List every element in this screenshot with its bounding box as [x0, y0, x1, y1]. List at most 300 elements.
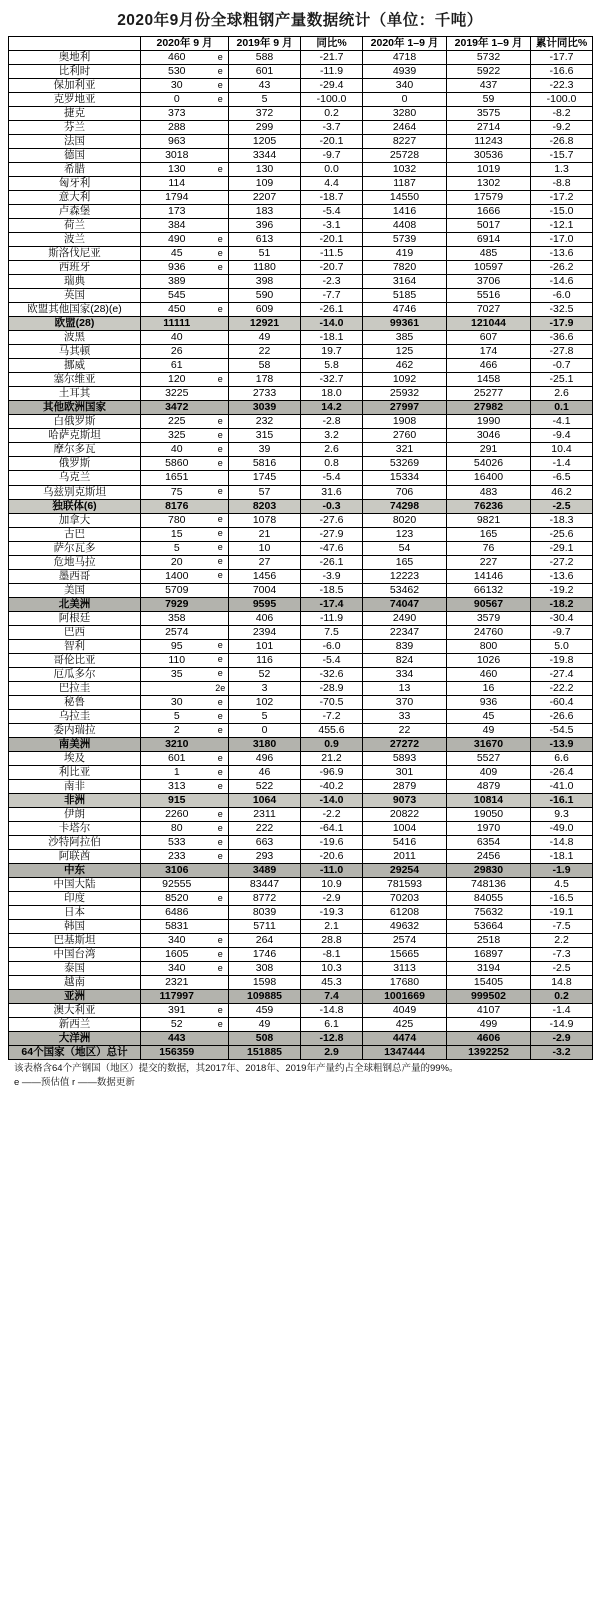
row-country: 印度	[9, 891, 141, 905]
row-country: 欧盟(28)	[9, 317, 141, 331]
header-row	[9, 37, 593, 51]
row-sep2020: 110	[141, 653, 213, 667]
row-yoy: -47.6	[301, 541, 363, 555]
row-sep2020: 173	[141, 205, 213, 219]
table-header	[9, 37, 593, 51]
row-ytd-yoy: -36.6	[531, 331, 593, 345]
row-sep2020: 114	[141, 177, 213, 191]
row-ytd2019: 10814	[447, 793, 531, 807]
row-sep2020: 3018	[141, 149, 213, 163]
row-ytd2019: 66132	[447, 583, 531, 597]
row-estimate-flag-icon: e	[213, 765, 229, 779]
row-ytd2019: 748136	[447, 877, 531, 891]
row-ytd-yoy: -25.1	[531, 373, 593, 387]
row-ytd2020: 20822	[363, 807, 447, 821]
row-ytd-yoy: -16.1	[531, 793, 593, 807]
row-sep2019: 109885	[229, 990, 301, 1004]
row-yoy: -2.8	[301, 415, 363, 429]
row-ytd-yoy: -18.2	[531, 597, 593, 611]
row-sep2019: 27	[229, 555, 301, 569]
row-estimate-flag-icon: e	[213, 555, 229, 569]
row-estimate-flag-icon	[213, 121, 229, 135]
row-yoy: -21.7	[301, 51, 363, 65]
row-estimate-flag-icon	[213, 877, 229, 891]
row-ytd2020: 824	[363, 653, 447, 667]
table-row	[9, 163, 593, 177]
row-estimate-flag-icon: e	[213, 948, 229, 962]
row-sep2020: 391	[141, 1004, 213, 1018]
row-ytd2019: 4879	[447, 779, 531, 793]
table-row	[9, 373, 593, 387]
row-yoy: 10.9	[301, 877, 363, 891]
row-country: 阿根廷	[9, 611, 141, 625]
table-row	[9, 1018, 593, 1032]
row-sep2020: 5709	[141, 583, 213, 597]
row-ytd-yoy: -27.4	[531, 667, 593, 681]
row-ytd-yoy: -16.6	[531, 65, 593, 79]
row-estimate-flag-icon: e	[213, 751, 229, 765]
row-ytd2019: 19050	[447, 807, 531, 821]
row-ytd2019: 5527	[447, 751, 531, 765]
row-ytd2019: 75632	[447, 905, 531, 919]
row-ytd2019: 76	[447, 541, 531, 555]
row-country: 哈萨克斯坦	[9, 429, 141, 443]
row-country: 斯洛伐尼亚	[9, 247, 141, 261]
row-ytd2020: 2464	[363, 121, 447, 135]
row-country: 南美洲	[9, 737, 141, 751]
row-sep2020: 601	[141, 751, 213, 765]
row-estimate-flag-icon	[213, 135, 229, 149]
row-ytd2019: 1666	[447, 205, 531, 219]
row-sep2019: 1745	[229, 471, 301, 485]
row-yoy: 45.3	[301, 976, 363, 990]
row-yoy: 28.8	[301, 934, 363, 948]
row-ytd-yoy: -22.3	[531, 79, 593, 93]
row-estimate-flag-icon	[213, 471, 229, 485]
row-estimate-flag-icon	[213, 387, 229, 401]
row-sep2020: 530	[141, 65, 213, 79]
row-sep2020: 1651	[141, 471, 213, 485]
row-sep2019: 372	[229, 107, 301, 121]
table-row	[9, 457, 593, 471]
row-country: 瑞典	[9, 275, 141, 289]
row-ytd-yoy: -27.2	[531, 555, 593, 569]
row-sep2020: 545	[141, 289, 213, 303]
row-country: 哥伦比亚	[9, 653, 141, 667]
row-country: 摩尔多瓦	[9, 443, 141, 457]
row-yoy: -18.7	[301, 191, 363, 205]
row-ytd2019: 1019	[447, 163, 531, 177]
row-country: 北美洲	[9, 597, 141, 611]
row-estimate-flag-icon	[213, 317, 229, 331]
row-yoy: -17.4	[301, 597, 363, 611]
table-row	[9, 121, 593, 135]
row-sep2019: 222	[229, 821, 301, 835]
row-sep2020: 35	[141, 667, 213, 681]
row-sep2019: 7004	[229, 583, 301, 597]
row-estimate-flag-icon	[213, 499, 229, 513]
row-yoy: -11.9	[301, 611, 363, 625]
table-row	[9, 611, 593, 625]
row-yoy: 5.8	[301, 359, 363, 373]
row-ytd2020: 54	[363, 541, 447, 555]
column-header-ytd2019: 2019年 1–9 月	[447, 37, 531, 51]
row-ytd2019: 10597	[447, 261, 531, 275]
row-ytd2020: 370	[363, 695, 447, 709]
row-ytd-yoy: -1.4	[531, 457, 593, 471]
row-ytd2020: 29254	[363, 863, 447, 877]
row-ytd2019: 16897	[447, 948, 531, 962]
table-body	[9, 51, 593, 1060]
row-estimate-flag-icon	[213, 205, 229, 219]
row-sep2019: 406	[229, 611, 301, 625]
row-estimate-flag-icon	[213, 289, 229, 303]
row-ytd2019: 27982	[447, 401, 531, 415]
row-ytd2019: 1392252	[447, 1046, 531, 1060]
table-row	[9, 990, 593, 1004]
table-row	[9, 934, 593, 948]
row-ytd-yoy: -8.8	[531, 177, 593, 191]
row-ytd2019: 3046	[447, 429, 531, 443]
row-sep2019: 2207	[229, 191, 301, 205]
row-ytd2020: 839	[363, 639, 447, 653]
row-yoy: -7.7	[301, 289, 363, 303]
row-estimate-flag-icon: e	[213, 79, 229, 93]
row-estimate-flag-icon	[213, 191, 229, 205]
row-ytd2019: 437	[447, 79, 531, 93]
row-ytd2020: 706	[363, 485, 447, 499]
row-yoy: -0.3	[301, 499, 363, 513]
row-ytd-yoy: -17.2	[531, 191, 593, 205]
row-ytd-yoy: 0.2	[531, 990, 593, 1004]
row-ytd-yoy: 9.3	[531, 807, 593, 821]
row-ytd2020: 15334	[363, 471, 447, 485]
row-sep2020: 117997	[141, 990, 213, 1004]
row-estimate-flag-icon: e	[213, 1004, 229, 1018]
row-sep2019: 293	[229, 849, 301, 863]
row-country: 捷克	[9, 107, 141, 121]
row-ytd2019: 16400	[447, 471, 531, 485]
table-row	[9, 289, 593, 303]
row-ytd-yoy: -17.9	[531, 317, 593, 331]
row-sep2019: 57	[229, 485, 301, 499]
row-ytd2019: 483	[447, 485, 531, 499]
row-country: 大洋洲	[9, 1032, 141, 1046]
row-country: 白俄罗斯	[9, 415, 141, 429]
row-country: 乌克兰	[9, 471, 141, 485]
row-sep2019: 178	[229, 373, 301, 387]
row-yoy: -6.0	[301, 639, 363, 653]
row-ytd2019: 24760	[447, 625, 531, 639]
row-estimate-flag-icon: e	[213, 65, 229, 79]
row-estimate-flag-icon	[213, 905, 229, 919]
row-sep2020: 2	[141, 723, 213, 737]
row-ytd2020: 25932	[363, 387, 447, 401]
row-sep2020: 288	[141, 121, 213, 135]
row-sep2019: 601	[229, 65, 301, 79]
production-table	[8, 36, 593, 1060]
row-ytd-yoy: -9.4	[531, 429, 593, 443]
row-yoy: -11.5	[301, 247, 363, 261]
table-row	[9, 471, 593, 485]
row-estimate-flag-icon: e	[213, 821, 229, 835]
table-row	[9, 569, 593, 583]
row-ytd2020: 165	[363, 555, 447, 569]
table-row	[9, 583, 593, 597]
row-ytd-yoy: 5.0	[531, 639, 593, 653]
row-sep2020: 6486	[141, 905, 213, 919]
row-ytd2020: 70203	[363, 891, 447, 905]
row-yoy: -32.7	[301, 373, 363, 387]
row-country: 俄罗斯	[9, 457, 141, 471]
row-ytd-yoy: -12.1	[531, 219, 593, 233]
row-ytd2019: 607	[447, 331, 531, 345]
row-sep2020: 92555	[141, 877, 213, 891]
row-estimate-flag-icon: e	[213, 415, 229, 429]
row-ytd2020: 4408	[363, 219, 447, 233]
row-sep2019: 2733	[229, 387, 301, 401]
row-sep2020: 95	[141, 639, 213, 653]
row-country: 匈牙利	[9, 177, 141, 191]
row-yoy: -8.1	[301, 948, 363, 962]
row-ytd2019: 4107	[447, 1004, 531, 1018]
row-estimate-flag-icon: e	[213, 1018, 229, 1032]
table-row	[9, 849, 593, 863]
row-yoy: -3.9	[301, 569, 363, 583]
row-ytd2020: 25728	[363, 149, 447, 163]
row-yoy: -100.0	[301, 93, 363, 107]
row-ytd2019: 49	[447, 723, 531, 737]
row-sep2020: 1605	[141, 948, 213, 962]
row-estimate-flag-icon: e	[213, 429, 229, 443]
row-estimate-flag-icon	[213, 919, 229, 933]
row-ytd2019: 31670	[447, 737, 531, 751]
row-sep2019: 3039	[229, 401, 301, 415]
row-country: 中东	[9, 863, 141, 877]
row-estimate-flag-icon	[213, 990, 229, 1004]
row-sep2020: 5	[141, 709, 213, 723]
row-country: 塞尔维亚	[9, 373, 141, 387]
row-yoy: -2.3	[301, 275, 363, 289]
row-sep2019: 1064	[229, 793, 301, 807]
table-row	[9, 793, 593, 807]
table-row	[9, 317, 593, 331]
row-country: 64个国家（地区）总计	[9, 1046, 141, 1060]
row-ytd2020: 1004	[363, 821, 447, 835]
row-country: 萨尔瓦多	[9, 541, 141, 555]
row-ytd2019: 6914	[447, 233, 531, 247]
table-row	[9, 107, 593, 121]
row-estimate-flag-icon: e	[213, 849, 229, 863]
row-sep2019: 12921	[229, 317, 301, 331]
row-estimate-flag-icon	[213, 219, 229, 233]
row-sep2019: 613	[229, 233, 301, 247]
row-sep2019: 2394	[229, 625, 301, 639]
row-sep2019: 1598	[229, 976, 301, 990]
row-sep2019: 83447	[229, 877, 301, 891]
row-estimate-flag-icon: e	[213, 541, 229, 555]
row-estimate-flag-icon: e	[213, 835, 229, 849]
row-ytd2020: 3164	[363, 275, 447, 289]
table-row	[9, 205, 593, 219]
row-ytd-yoy: -13.6	[531, 247, 593, 261]
row-sep2020: 61	[141, 359, 213, 373]
row-sep2020: 384	[141, 219, 213, 233]
row-ytd2019: 1970	[447, 821, 531, 835]
row-yoy: -9.7	[301, 149, 363, 163]
row-sep2020: 7929	[141, 597, 213, 611]
table-row	[9, 485, 593, 499]
row-sep2019: 5	[229, 93, 301, 107]
row-country: 伊朗	[9, 807, 141, 821]
row-sep2020: 1794	[141, 191, 213, 205]
row-sep2020: 460	[141, 51, 213, 65]
row-ytd-yoy: -49.0	[531, 821, 593, 835]
row-ytd2019: 3194	[447, 962, 531, 976]
row-ytd2019: 11243	[447, 135, 531, 149]
row-sep2019: 308	[229, 962, 301, 976]
row-sep2020: 52	[141, 1018, 213, 1032]
row-country: 澳大利亚	[9, 1004, 141, 1018]
row-ytd-yoy: -30.4	[531, 611, 593, 625]
row-ytd2020: 123	[363, 527, 447, 541]
row-country: 土耳其	[9, 387, 141, 401]
row-sep2019: 1180	[229, 261, 301, 275]
row-sep2019: 21	[229, 527, 301, 541]
row-ytd-yoy: -2.5	[531, 499, 593, 513]
row-ytd2020: 5416	[363, 835, 447, 849]
row-yoy: -5.4	[301, 653, 363, 667]
row-ytd-yoy: -26.8	[531, 135, 593, 149]
row-ytd2020: 53462	[363, 583, 447, 597]
row-ytd2020: 462	[363, 359, 447, 373]
row-ytd2019: 1990	[447, 415, 531, 429]
table-row	[9, 1046, 593, 1060]
table-row	[9, 709, 593, 723]
row-yoy: -29.4	[301, 79, 363, 93]
row-country: 意大利	[9, 191, 141, 205]
row-estimate-flag-icon: e	[213, 373, 229, 387]
row-estimate-flag-icon: e	[213, 962, 229, 976]
row-country: 荷兰	[9, 219, 141, 233]
row-country: 克罗地亚	[9, 93, 141, 107]
row-sep2020: 313	[141, 779, 213, 793]
row-sep2020: 45	[141, 247, 213, 261]
table-row	[9, 513, 593, 527]
table-row	[9, 345, 593, 359]
row-sep2019: 8772	[229, 891, 301, 905]
table-row	[9, 527, 593, 541]
table-row	[9, 135, 593, 149]
row-ytd2020: 425	[363, 1018, 447, 1032]
row-ytd2020: 1032	[363, 163, 447, 177]
row-ytd2020: 3113	[363, 962, 447, 976]
row-ytd2019: 1302	[447, 177, 531, 191]
row-ytd2020: 301	[363, 765, 447, 779]
row-sep2020: 3210	[141, 737, 213, 751]
row-sep2019: 183	[229, 205, 301, 219]
row-ytd2019: 1026	[447, 653, 531, 667]
row-country: 卡塔尔	[9, 821, 141, 835]
table-row	[9, 303, 593, 317]
row-yoy: -18.5	[301, 583, 363, 597]
row-sep2019: 522	[229, 779, 301, 793]
row-ytd2019: 5516	[447, 289, 531, 303]
row-ytd2020: 22347	[363, 625, 447, 639]
row-ytd2020: 27997	[363, 401, 447, 415]
row-country: 波黑	[9, 331, 141, 345]
row-ytd2020: 334	[363, 667, 447, 681]
row-ytd-yoy: -1.4	[531, 1004, 593, 1018]
footnote-line-2: e ——预估值 r ——数据更新	[14, 1076, 135, 1088]
row-country: 英国	[9, 289, 141, 303]
table-row	[9, 177, 593, 191]
row-estimate-flag-icon	[213, 107, 229, 121]
row-estimate-flag-icon	[213, 331, 229, 345]
row-ytd-yoy: -29.1	[531, 541, 593, 555]
row-ytd2020: 1908	[363, 415, 447, 429]
row-ytd2019: 25277	[447, 387, 531, 401]
column-header-sep2019: 2019年 9 月	[229, 37, 301, 51]
row-sep2020: 30	[141, 79, 213, 93]
row-ytd-yoy: -17.7	[531, 51, 593, 65]
row-yoy: 19.7	[301, 345, 363, 359]
row-ytd2020: 5893	[363, 751, 447, 765]
row-ytd-yoy: -27.8	[531, 345, 593, 359]
page-title: 2020年9月份全球粗钢产量数据统计（单位：千吨）	[117, 12, 483, 29]
row-ytd2020: 12223	[363, 569, 447, 583]
table-row	[9, 79, 593, 93]
row-country: 波兰	[9, 233, 141, 247]
row-ytd-yoy: -22.2	[531, 681, 593, 695]
row-estimate-flag-icon: e	[213, 163, 229, 177]
row-yoy: 2.1	[301, 919, 363, 933]
row-ytd2020: 74298	[363, 499, 447, 513]
row-country: 危地马拉	[9, 555, 141, 569]
row-country: 芬兰	[9, 121, 141, 135]
row-ytd2019: 165	[447, 527, 531, 541]
row-country: 巴西	[9, 625, 141, 639]
table-row	[9, 261, 593, 275]
row-yoy: -26.1	[301, 555, 363, 569]
table-row	[9, 807, 593, 821]
row-ytd2019: 936	[447, 695, 531, 709]
row-ytd-yoy: -9.2	[531, 121, 593, 135]
row-ytd2019: 227	[447, 555, 531, 569]
row-yoy: -14.8	[301, 1004, 363, 1018]
row-ytd2019: 485	[447, 247, 531, 261]
column-header-yoy: 同比%	[301, 37, 363, 51]
row-ytd2020: 7820	[363, 261, 447, 275]
row-ytd-yoy: -14.8	[531, 835, 593, 849]
row-sep2019: 58	[229, 359, 301, 373]
row-sep2019: 8203	[229, 499, 301, 513]
table-row	[9, 233, 593, 247]
row-country: 巴拉圭	[9, 681, 141, 695]
row-country: 法国	[9, 135, 141, 149]
table-row	[9, 891, 593, 905]
row-yoy: 21.2	[301, 751, 363, 765]
row-ytd2019: 3706	[447, 275, 531, 289]
row-yoy: -32.6	[301, 667, 363, 681]
row-estimate-flag-icon: e	[213, 513, 229, 527]
table-row	[9, 331, 593, 345]
row-country: 南非	[9, 779, 141, 793]
row-sep2020: 5831	[141, 919, 213, 933]
row-sep2019: 10	[229, 541, 301, 555]
row-ytd2019: 2518	[447, 934, 531, 948]
row-ytd-yoy: -19.2	[531, 583, 593, 597]
